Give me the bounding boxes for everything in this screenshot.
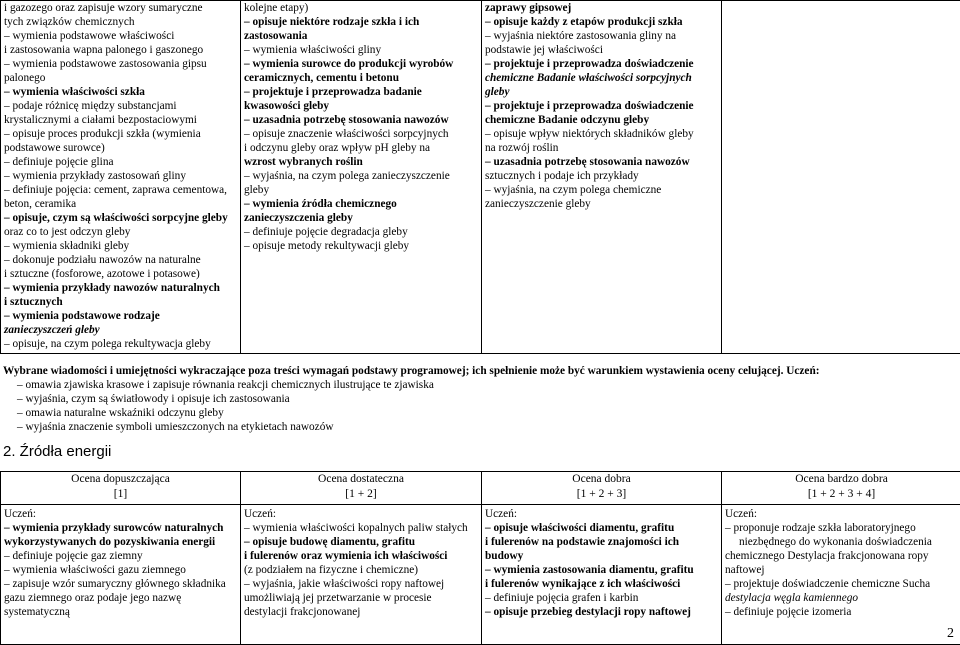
energy-dopuszczajaca (1, 505, 241, 645)
text-line: – proponuje rodzaje szkła laboratoryjnego (725, 521, 958, 535)
grade-range: [1 + 2 + 3] (485, 487, 718, 502)
text-line: – projektuje i przeprowadza badanie (244, 85, 478, 99)
text-line: – wymienia źródła chemicznego (244, 197, 478, 211)
text-line: – wyjaśnia, jakie właściwości ropy naftowej (244, 577, 478, 591)
text-line: – wymienia przykłady zastosowań gliny (4, 169, 237, 183)
text-line: i sztuczne (fosforowe, azotowe i potasowe) (4, 267, 237, 281)
text-line: ceramicznych, cementu i betonu (244, 71, 478, 85)
text-line: – opisuje właściwości diamentu, grafitu (485, 521, 718, 535)
text-line: zastosowania (244, 29, 478, 43)
energy-dostateczna (241, 505, 482, 645)
text-line: i zastosowania wapna palonego i gaszonego (4, 43, 237, 57)
beyond-item: – omawia zjawiska krasowe i zapisuje równania reakcji chemicznych ilustrujące te zjawiska (3, 378, 957, 392)
student-label: Uczeń: (4, 507, 237, 521)
grade-range: [1 + 2 + 3 + 4] (725, 487, 958, 502)
text-line: – wyjaśnia, na czym polega zanieczyszczenie (244, 169, 478, 183)
grade-name: Ocena dostateczna (244, 472, 478, 487)
text-line: – wymienia przykłady surowców naturalnych (4, 521, 237, 535)
text-line: – uzasadnia potrzebę stosowania nawozów (244, 113, 478, 127)
text-line: (z podziałem na fizyczne i chemiczne) (244, 563, 478, 577)
text-line: – projektuje i przeprowadza doświadczenie (485, 99, 718, 113)
grades-table-energy (0, 471, 960, 645)
text-line: budowy (485, 549, 718, 563)
header-bardzo-dobra (722, 472, 960, 505)
text-line: – opisuje wpływ niektórych składników gleby (485, 127, 718, 141)
text-line: chemiczne Badanie właściwości sorpcyjnych (485, 71, 718, 85)
text-line: systematyczną (4, 605, 237, 619)
text-line: chemicznego Destylacja frakcjonowana ropy (725, 549, 958, 563)
column-dobra (482, 1, 722, 354)
text-line: gleby (485, 85, 718, 99)
text-line: i fulerenów oraz wymienia ich właściwości (244, 549, 478, 563)
text-line: oraz co to jest odczyn gleby (4, 225, 237, 239)
student-label: Uczeń: (485, 507, 718, 521)
text-line: beton, ceramika (4, 197, 237, 211)
text-line: naftowej (725, 563, 958, 577)
text-line: – definiuje pojęcia: cement, zaprawa cementowa, (4, 183, 237, 197)
text-line: – definiuje pojęcie degradacja gleby (244, 225, 478, 239)
header-dobra (482, 472, 722, 505)
grade-name: Ocena dobra (485, 472, 718, 487)
text-line: – zapisuje wzór sumaryczny głównego składnika (4, 577, 237, 591)
text-line: krystalicznymi a ciałami bezpostaciowymi (4, 113, 237, 127)
text-line: – wymienia właściwości kopalnych paliw stałych (244, 521, 478, 535)
text-line: – dokonuje podziału nawozów na naturalne (4, 253, 237, 267)
text-line: i gazozego oraz zapisuje wzory sumaryczne (4, 1, 237, 15)
grade-range: [1] (4, 487, 237, 502)
text-line: – wymienia składniki gleby (4, 239, 237, 253)
energy-bardzo-dobra (722, 505, 960, 645)
text-line: – wymienia przykłady nawozów naturalnych (4, 281, 237, 295)
header-dopuszczajaca (1, 472, 241, 505)
text-line: – opisuje niektóre rodzaje szkła i ich (244, 15, 478, 29)
text-line: na rozwój roślin (485, 141, 718, 155)
student-label: Uczeń: (244, 507, 478, 521)
text-line: – definiuje pojęcia grafen i karbin (485, 591, 718, 605)
beyond-item: – wyjaśnia, czym są światłowody i opisuje ich zastosowania (3, 392, 957, 406)
beyond-requirements (3, 364, 957, 434)
text-line: umożliwiają jej przetwarzanie w procesie (244, 591, 478, 605)
text-line: – opisuje budowę diamentu, grafitu (244, 535, 478, 549)
column-bardzo-dobra (722, 1, 960, 354)
text-line: – wymienia surowce do produkcji wyrobów (244, 57, 478, 71)
text-line: zanieczyszczenia gleby (244, 211, 478, 225)
text-line: – projektuje doświadczenie chemiczne Sucha (725, 577, 958, 591)
page-number: 2 (947, 627, 954, 641)
text-line: – wymienia właściwości gazu ziemnego (4, 563, 237, 577)
text-line: – definiuje pojęcie izomeria (725, 605, 958, 619)
text-line: – wyjaśnia niektóre zastosowania gliny na (485, 29, 718, 43)
grade-name: Ocena bardzo dobra (725, 472, 958, 487)
text-line: wykorzystywanych do pozyskiwania energii (4, 535, 237, 549)
text-line: kolejne etapy) (244, 1, 478, 15)
text-line: i fulerenów wynikające z ich właściwości (485, 577, 718, 591)
grade-range: [1 + 2] (244, 487, 478, 502)
text-line: – opisuje przebieg destylacji ropy naftowej (485, 605, 718, 619)
section-heading: 2. Źródła energii (3, 443, 111, 461)
text-line: gleby (244, 183, 478, 197)
text-line: – wyjaśnia, na czym polega chemiczne (485, 183, 718, 197)
text-line: sztucznych i podaje ich przykłady (485, 169, 718, 183)
text-line: i fulerenów na podstawie znajomości ich (485, 535, 718, 549)
text-line: – definiuje pojęcie gaz ziemny (4, 549, 237, 563)
text-line: – opisuje, czym są właściwości sorpcyjne gleby (4, 211, 237, 225)
text-line: gazu ziemnego oraz podaje jego nazwę (4, 591, 237, 605)
text-line: – wymienia właściwości szkła (4, 85, 237, 99)
beyond-item: – wyjaśnia znaczenie symboli umieszczonych na etykietach nawozów (3, 420, 957, 434)
text-line: wzrost wybranych roślin (244, 155, 478, 169)
text-line: chemiczne Badanie odczynu gleby (485, 113, 718, 127)
student-label: Uczeń: (725, 507, 958, 521)
text-line: palonego (4, 71, 237, 85)
text-line: – wymienia podstawowe rodzaje (4, 309, 237, 323)
text-line: – podaje różnicę między substancjami (4, 99, 237, 113)
text-line: destylacji frakcjonowanej (244, 605, 478, 619)
text-line: destylacja węgla kamiennego (725, 591, 958, 605)
text-line: – projektuje i przeprowadza doświadczenie (485, 57, 718, 71)
text-line: podstawowe surowce) (4, 141, 237, 155)
text-line: – definiuje pojęcie glina (4, 155, 237, 169)
text-line: – wymienia podstawowe zastosowania gipsu (4, 57, 237, 71)
text-line: niezbędnego do wykonania doświadczenia (725, 535, 958, 549)
text-line: – opisuje metody rekultywacji gleby (244, 239, 478, 253)
text-line: kwasowości gleby (244, 99, 478, 113)
text-line: zanieczyszczenie gleby (485, 197, 718, 211)
header-dostateczna (241, 472, 482, 505)
text-line: – wymienia właściwości gliny (244, 43, 478, 57)
column-dostateczna (241, 1, 482, 354)
text-line: zanieczyszczeń gleby (4, 323, 237, 337)
energy-dobra (482, 505, 722, 645)
text-line: – wymienia zastosowania diamentu, grafitu (485, 563, 718, 577)
text-line: zaprawy gipsowej (485, 1, 718, 15)
column-dopuszczajaca (1, 1, 241, 354)
text-line: tych związków chemicznych (4, 15, 237, 29)
grade-name: Ocena dopuszczająca (4, 472, 237, 487)
text-line: podstawie jej właściwości (485, 43, 718, 57)
text-line: – opisuje proces produkcji szkła (wymienia (4, 127, 237, 141)
text-line: – opisuje, na czym polega rekultywacja gleby (4, 337, 237, 351)
text-line: – uzasadnia potrzebę stosowania nawozów (485, 155, 718, 169)
text-line: i odczynu gleby oraz wpływ pH gleby na (244, 141, 478, 155)
text-line: – opisuje znaczenie właściwości sorpcyjnych (244, 127, 478, 141)
text-line: – wymienia podstawowe właściwości (4, 29, 237, 43)
text-line: – opisuje każdy z etapów produkcji szkła (485, 15, 718, 29)
text-line: i sztucznych (4, 295, 237, 309)
beyond-intro: Wybrane wiadomości i umiejętności wykraczające poza treści wymagań podstawy programowej; ich spełnienie może być warunkiem wystawienia oceny celującej. Uczeń: (3, 364, 957, 378)
beyond-item: – omawia naturalne wskaźniki odczynu gleby (3, 406, 957, 420)
